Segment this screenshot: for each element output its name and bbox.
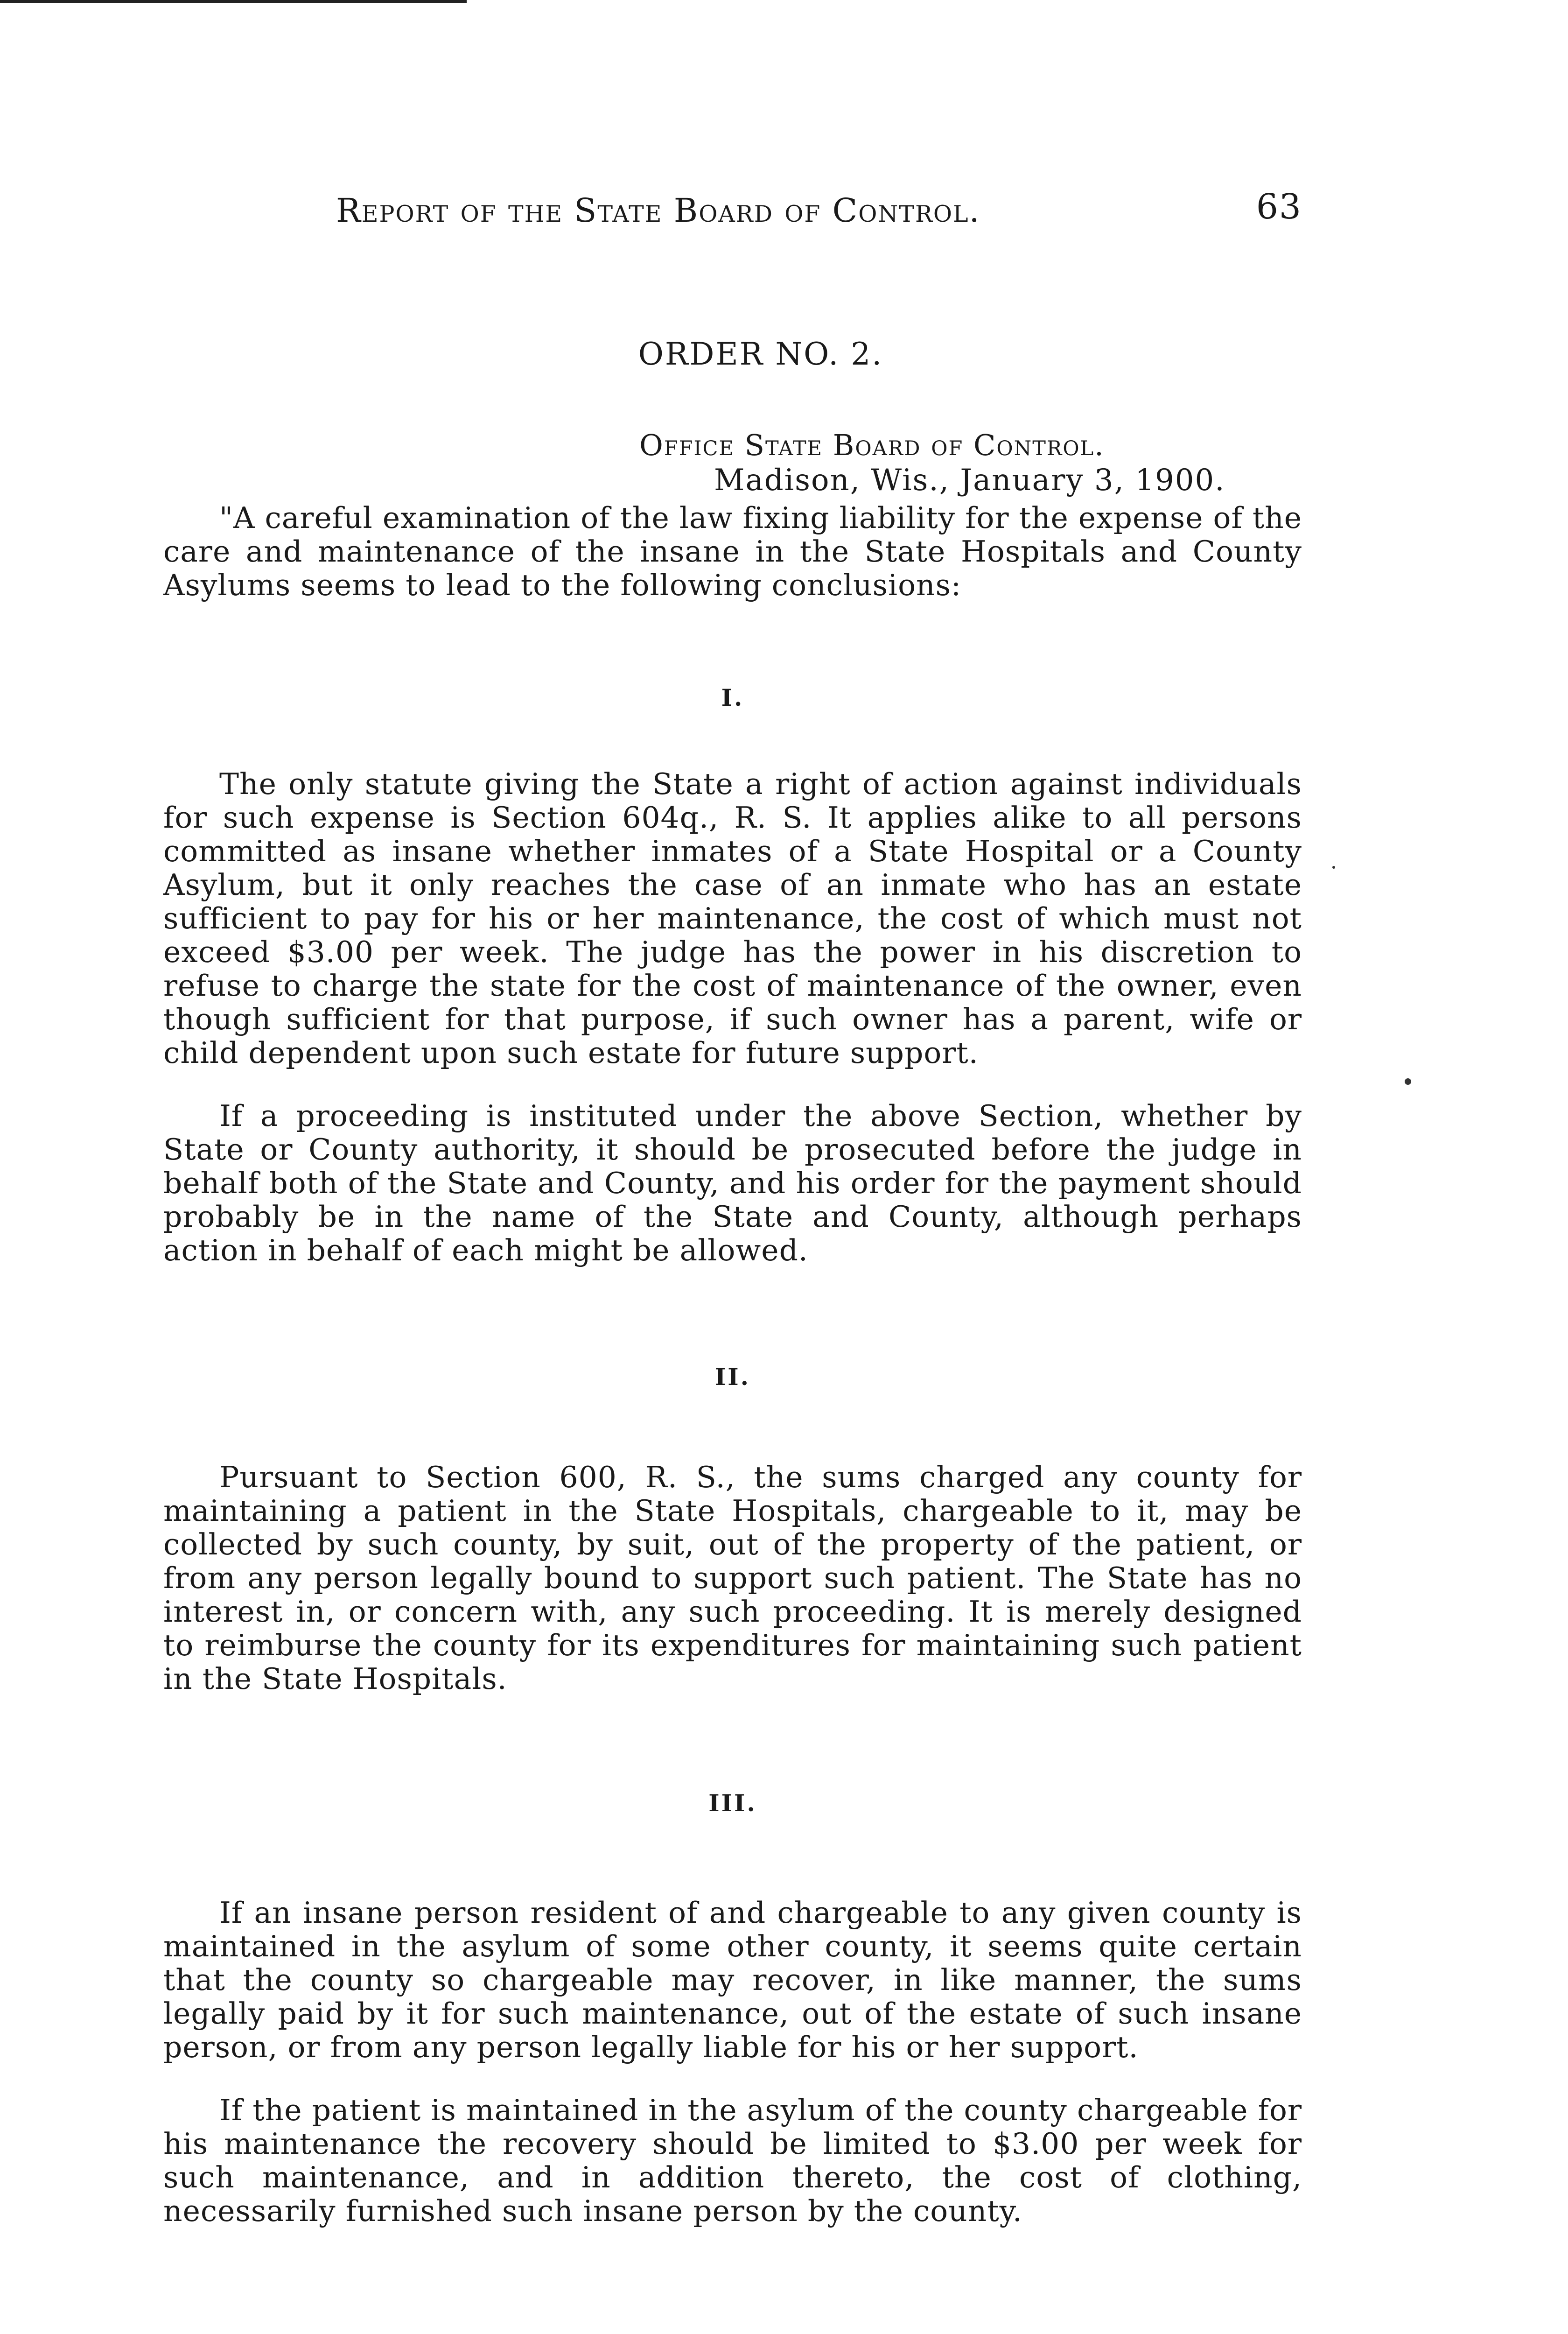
- running-header: [163, 177, 1302, 233]
- running-title: Report of the State Board of Control.: [336, 191, 980, 230]
- section-paragraph: Pursuant to Section 600, R. S., the sums charged any county for maintaining a patient in the State Hospitals, chargeable to it, may be collected by such county, by suit, out of the property of the patient, or from any person legally bound to support such patient. The State has no interest in, or concern with, any such proceeding. It is merely designed to reimburse the county for its expenditures for maintaining such patient in the State Hospitals.: [163, 1460, 1302, 1696]
- section-paragraph: If a proceeding is instituted under the above Section, whether by State or County authority, it should be prosecuted before the judge in behalf both of the State and County, and his order for the payment should probably be in the name of the State and County, although perhaps action in behalf of each might be allowed.: [163, 1099, 1302, 1267]
- office-line: Office State Board of Control.: [639, 428, 1105, 462]
- ink-speck: [1332, 866, 1335, 869]
- intro-paragraph: "A careful examination of the law fixing liability for the expense of the care and maintenance of the insane in the State Hospitals and County Asylums seems to lead to the following conclusions:: [163, 501, 1302, 602]
- section-numeral: II.: [714, 1363, 751, 1391]
- section-paragraph: If the patient is maintained in the asylum of the county chargeable for his maintenance the recovery should be limited to $3.00 per week for such maintenance, and in addition thereto, the cost of clothing, necessarily furnished such insane person by the county.: [163, 2093, 1302, 2228]
- section-numeral: III.: [708, 1789, 757, 1817]
- document-page: [163, 177, 1302, 2257]
- order-title: ORDER NO. 2.: [638, 336, 883, 372]
- section-paragraph: If an insane person resident of and chargeable to any given county is maintained in the asylum of some other county, it seems quite certain that the county so chargeable may recover, in like manner, the sums legally paid by it for such maintenance, out of the estate of such insane person, or from any person legally liable for his or her support.: [163, 1896, 1302, 2064]
- dateline: Madison, Wis., January 3, 1900.: [714, 463, 1225, 498]
- section-numeral: I.: [721, 684, 744, 711]
- section-paragraph: The only statute giving the State a right of action against individuals for such expense is Section 604q., R. S. It applies alike to all persons committed as insane whether inmates of a State Hospital or a County Asylum, but it only reaches the case of an inmate who has an estate sufficient to pay for his or her maintenance, the cost of which must not exceed $3.00 per week. The judge has the power in his discretion to refuse to charge the state for the cost of maintenance of the owner, even though sufficient for that purpose, if such owner has a parent, wife or child dependent upon such estate for future support.: [163, 767, 1302, 1070]
- ink-speck: [1405, 1078, 1411, 1085]
- scan-edge-mark: [0, 0, 467, 3]
- page-number: 63: [1256, 187, 1302, 227]
